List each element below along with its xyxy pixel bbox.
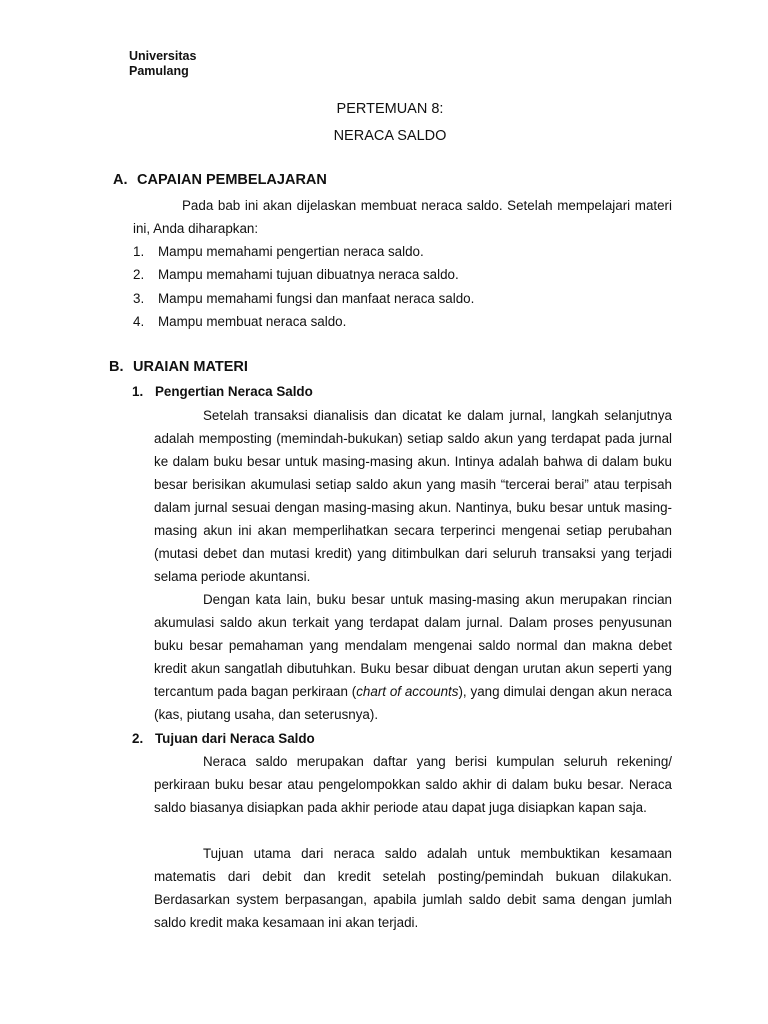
subsection-2-para1: Neraca saldo merupakan daftar yang berisi kumpulan seluruh rekening/ perkiraan buku besar atau pengelompokkan saldo akhir di dalam buku besar. Neraca saldo biasanya disiapkan pada akhir periode atau dapat juga disiapkan kapan saja. [154,754,672,815]
section-a-title: CAPAIAN PEMBELAJARAN [137,172,327,188]
subsection-1-para1: Setelah transaksi dianalisis dan dicatat ke dalam jurnal, langkah selanjutnya adalah memposting (memindah-bukukan) setiap saldo akun yang terdapat pada jurnal ke dalam buku besar untuk masing-masing akun. Intinya adalah bahwa di dalam buku besar berisikan akumulasi setiap saldo akun yang masih “tercerai berai” atau terpisah dalam jurnal sesuai dengan masing-masing akun. Nantinya, buku besar untuk masing-masing akun ini akan memperlihatkan secara terperinci mengenai setiap perubahan (mutasi debet dan mutasi kredit) yang ditimbulkan dari seluruh transaksi yang terjadi selama periode akuntansi. [154,408,672,584]
subsection-2-para2: Tujuan utama dari neraca saldo adalah untuk membuktikan kesamaan matematis dari debit dan kredit setelah posting/pemindah bukuan dilakukan. Berdasarkan system berpasangan, apabila jumlah saldo debit sama dengan jumlah saldo kredit maka kesamaan ini akan terjadi. [154,846,672,930]
subsection-1-heading: 1. Pengertian Neraca Saldo [132,384,313,399]
section-a-heading [113,172,327,188]
subsection-2-heading: 2. Tujuan dari Neraca Saldo [132,731,315,746]
list-item: 2. Mampu memahami tujuan dibuatnya neraca saldo. [133,267,459,283]
section-b-letter: B. [109,359,124,375]
subsection-1-para2: Dengan kata lain, buku besar untuk masing-masing akun merupakan rincian akumulasi saldo akun terkait yang terdapat dalam jurnal. Dalam proses penyusunan buku besar pemahaman yang mendalam mengenai saldo normal dan makna debet kredit akun sangatlah dibutuhkan. Buku besar dibuat dengan urutan akun seperti yang tercantum pada bagan perkiraan (chart of accounts), yang dimulai dengan akun neraca (kas, piutang usaha, dan seterusnya). [154,592,672,722]
section-b-title: URAIAN MATERI [133,359,248,375]
title-line2: NERACA SALDO [333,128,447,144]
title-line1: PERTEMUAN 8: [336,101,444,117]
institution-line2: Pamulang [129,64,189,78]
section-a-intro: Pada bab ini akan dijelaskan membuat neraca saldo. Setelah mempelajari materi ini, Anda diharapkan: [133,198,672,236]
list-item: 3. Mampu memahami fungsi dan manfaat neraca saldo. [133,290,475,306]
list-item: 4. Mampu membuat neraca saldo. [133,313,347,329]
institution-logo [129,49,196,79]
section-a-letter: A. [113,172,128,188]
list-item: 1. Mampu memahami pengertian neraca saldo. [133,244,424,259]
section-b-heading [109,359,248,375]
learning-outcomes-list [133,240,474,333]
page-title [0,96,768,150]
institution-line1: Universitas [129,49,197,63]
